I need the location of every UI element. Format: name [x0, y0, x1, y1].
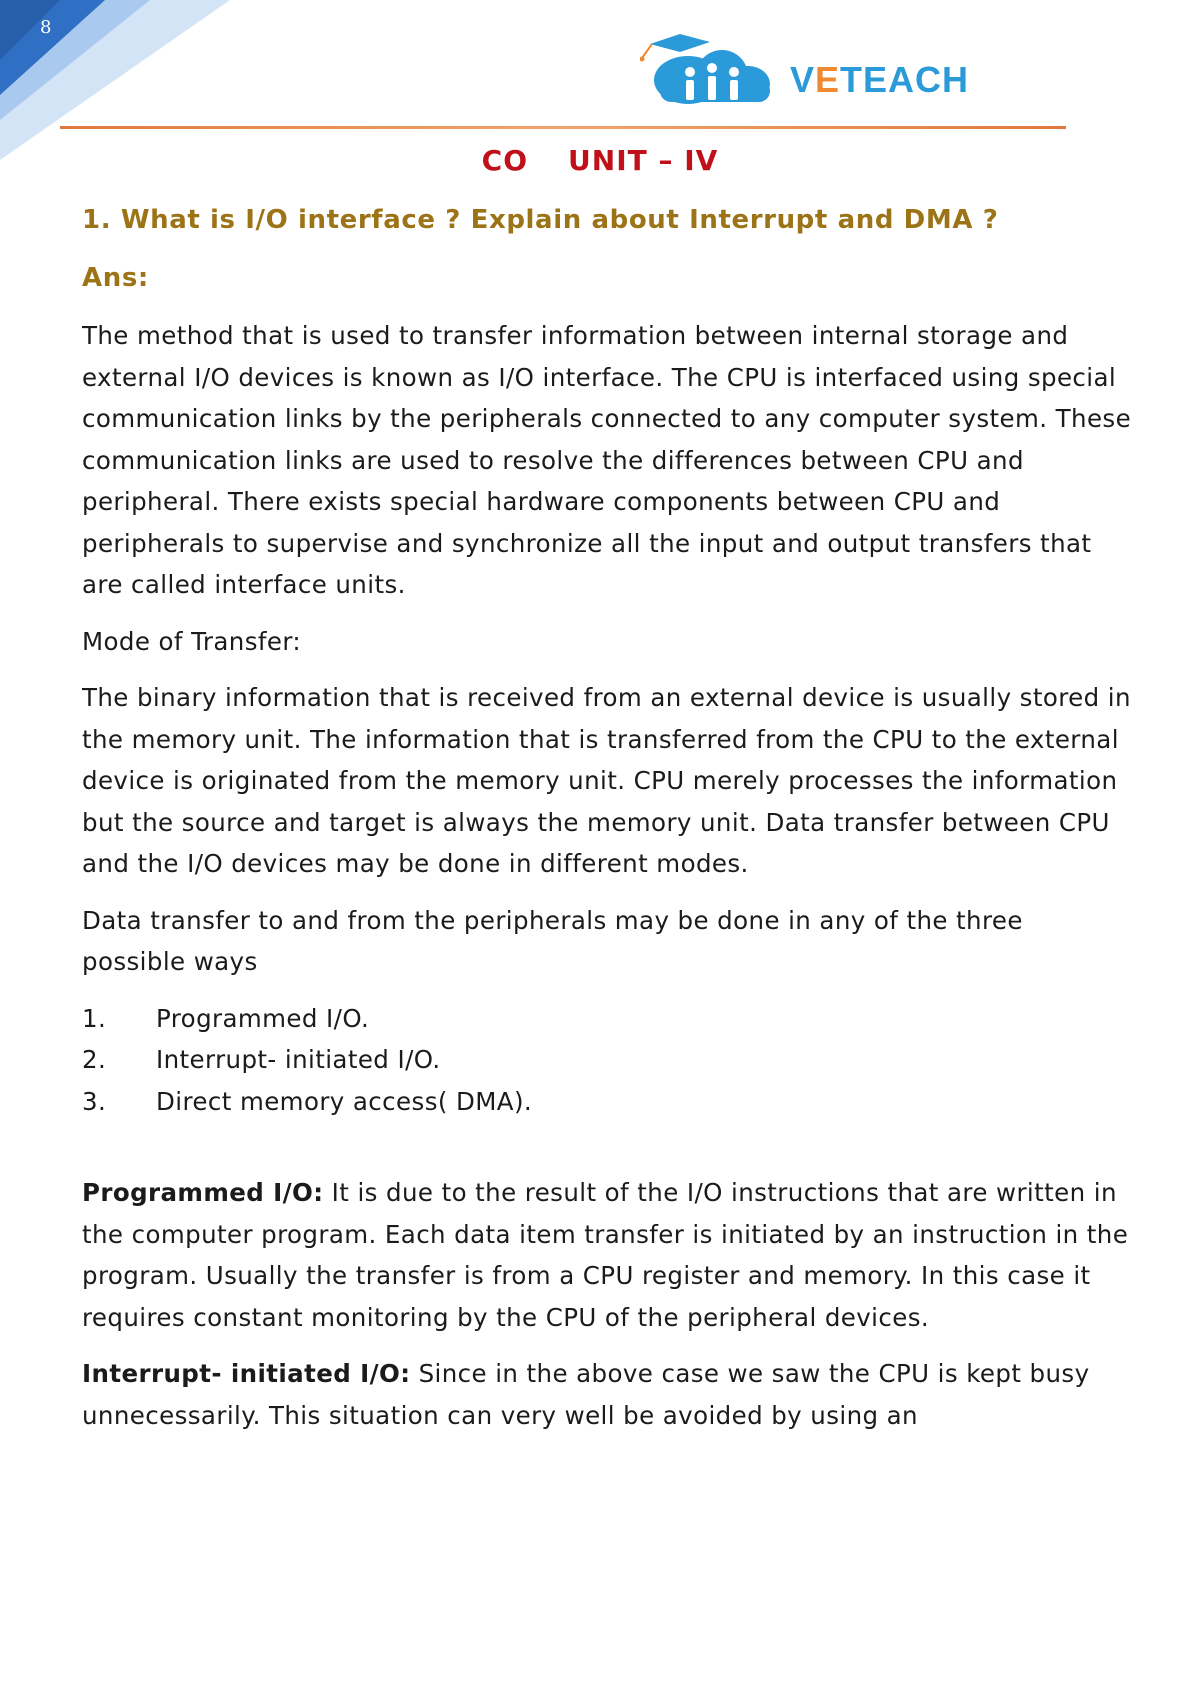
list-item-label: Programmed I/O. — [156, 1003, 370, 1033]
interrupt-io-paragraph — [82, 1353, 1132, 1436]
brand-name: VETEACH — [790, 59, 970, 100]
document-body — [82, 200, 1132, 1451]
list-item — [82, 1039, 1132, 1081]
list-item-label: Interrupt- initiated I/O. — [156, 1045, 441, 1074]
list-number: 2. — [82, 1045, 107, 1074]
answer-label: Ans: — [82, 262, 149, 293]
header-rule — [60, 126, 1066, 129]
transfer-modes-list — [82, 998, 1132, 1123]
list-number: 1. — [82, 1003, 107, 1033]
list-number: 3. — [82, 1086, 107, 1116]
interrupt-io-term: Interrupt- initiated I/O: — [82, 1359, 411, 1388]
question-heading: 1. What is I/O interface ? Explain about Interrupt and DMA ? — [82, 205, 999, 235]
programmed-io-paragraph — [82, 1172, 1132, 1338]
binary-paragraph: The binary information that is received from an external device is usually stored in the memory unit. The information that is transferred from the CPU to the external device is originated from the memory unit. CPU merely processes the information but the source and target is always the memory unit. Data transfer between CPU and the I/O devices may be done in different modes. — [82, 683, 1131, 878]
graduation-cap-icon — [640, 34, 710, 62]
subject-label: CO — [481, 144, 529, 177]
list-item — [82, 1081, 1132, 1123]
list-item-label: Direct memory access( DMA). — [156, 1086, 533, 1116]
mode-heading: Mode of Transfer: — [82, 626, 302, 656]
intro-paragraph: The method that is used to transfer information between internal storage and external I/O devices is known as I/O interface. The CPU is interfaced using special communication links by the peripherals connected to any computer system. These communication links are used to resolve the differences between CPU and peripheral. There exists special hardware components between CPU and peripherals to supervise and synchronize all the input and output transfers that are called interface units. — [82, 321, 1132, 599]
section-spacer — [82, 1122, 1132, 1172]
veteach-logo — [640, 30, 1040, 110]
list-item — [82, 998, 1132, 1040]
corner-decoration — [0, 0, 230, 160]
unit-label: UNIT – IV — [568, 144, 719, 177]
programmed-io-text: It is due to the result of the I/O instructions that are written in the computer program. Each data item transfer is initiated by an instruction in the program. Usually the transfer is from a CPU register and memory. In this case it requires constant monitoring by the CPU of the peripheral devices. — [82, 1178, 1129, 1332]
page-title — [0, 144, 1200, 177]
programmed-io-term: Programmed I/O: — [82, 1178, 324, 1207]
interrupt-io-text: Since in the above case we saw the CPU is kept busy unnecessarily. This situation can very well be avoided by using an — [82, 1359, 1090, 1430]
page-number: 8 — [40, 17, 52, 38]
cloud-icon — [654, 50, 770, 104]
ways-paragraph: Data transfer to and from the peripherals may be done in any of the three possible ways — [82, 905, 1023, 976]
